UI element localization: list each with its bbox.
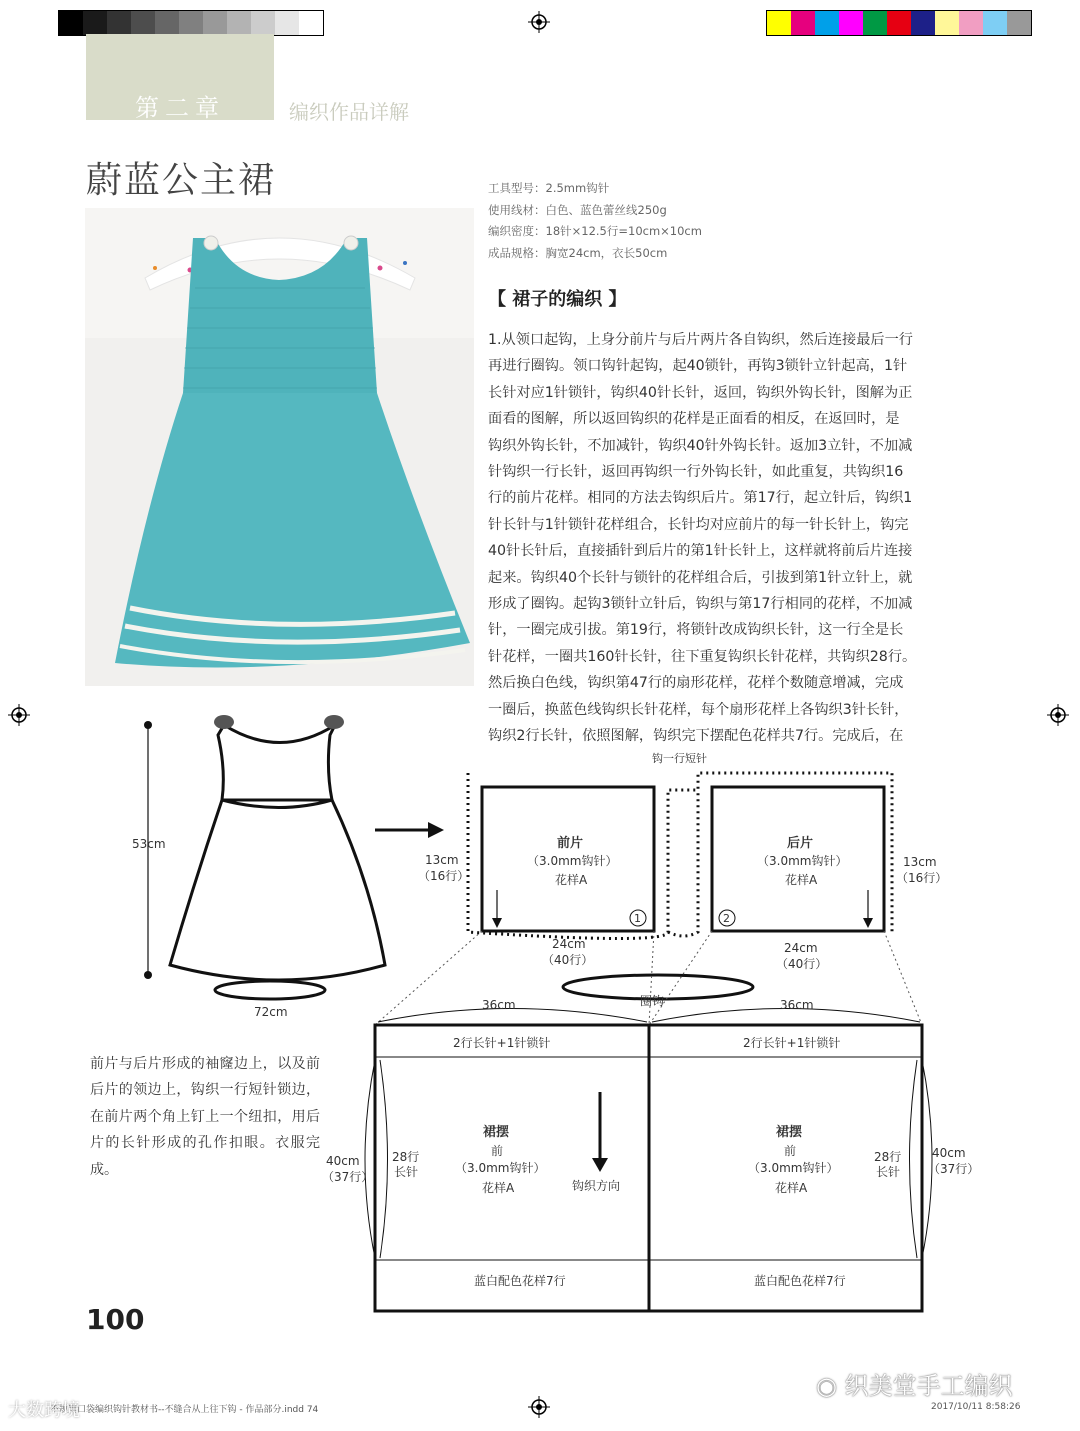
hem-ellipse [215,981,325,999]
spec-size: 成品规格：胸宽24cm，衣长50cm [488,245,668,260]
instructions-text [488,327,962,750]
back-needle: （3.0mm钩针） [757,854,848,868]
dress-height-label: 53cm [132,837,166,851]
skirt-left-bottom-band: 蓝白配色花样7行 [474,1274,566,1288]
gray-swatch [227,11,251,35]
instruction-line: 再进行圈钩。领口钩针起钩，起40锁针，再钩3锁针立针起高，1针 [488,358,908,375]
skirt-right-needle: （3.0mm钩针） [748,1161,839,1175]
color-swatch [1007,11,1031,35]
round-label: 圈钩 [640,994,665,1008]
materials-specs [488,178,702,264]
color-swatch [935,11,959,35]
instruction-line: 针钩织一行长针，返回再钩织一行外钩长针，如此重复，共钩织16 [488,464,904,481]
instruction-line: 然后换白色线，钩织第47行的扇形花样，花样个数随意增减，完成 [488,675,904,692]
button-left-icon [214,715,234,729]
chapter-subtitle: 编织作品详解 [289,100,409,124]
color-swatch [767,11,791,35]
skirt-height-right: 40cm [932,1146,966,1160]
gray-swatch [203,11,227,35]
footer-file-info: 不规则口袋编织钩针教材书--不缝合从上往下钩 - 作品部分.indd 74 [50,1405,319,1415]
skirt-left-top-band: 2行长针+1针锁针 [453,1036,551,1050]
skirt-right-width: 36cm [780,998,814,1012]
skirt-left-title: 裙摆 [483,1125,510,1140]
gray-swatch [83,11,107,35]
gray-swatch [275,11,299,35]
instruction-line: 行的前片花样。相同的方法去钩织后片。第17行，起立针后，钩织1 [488,490,913,507]
color-calibration-bar [766,10,1032,36]
instruction-line: 形成了圈钩。起钩3锁针立针后，钩织与第17行相同的花样，不加减 [488,596,913,613]
watermark-left: 大数跨境 [8,1400,80,1421]
front-height-rows: （16行） [418,869,470,883]
inner-rows-left: 28行 [392,1150,420,1164]
chapter-label: 第二章 [135,94,225,122]
direction-label: 钩织方向 [572,1179,621,1193]
front-pattern: 花样A [555,873,588,887]
instruction-line: 一圈后，换蓝色线钩织长针花样，每个扇形花样上各钩织3针长针， [488,701,909,718]
button-right-icon [324,715,344,729]
skirt-right-top-band: 2行长针+1针锁针 [743,1036,841,1050]
gray-swatch [299,11,323,35]
wechat-icon: ◉ [816,1372,845,1400]
instruction-line: 起来。钩织40个长针与锁针的花样组合后，引拔到第1针立针上，就 [488,569,913,586]
hem-circ-label: 72cm [254,1005,288,1019]
gray-swatch [131,11,155,35]
back-width: 24cm [784,941,818,955]
back-height: 13cm [903,855,937,869]
inner-rows-type-right: 长针 [876,1165,901,1179]
dress-photo [85,208,474,686]
dress-outline [170,725,385,980]
instruction-line: 40针长针后，直接插针到后片的第1针长针上，这样就将前后片连接 [488,543,913,560]
color-swatch [839,11,863,35]
skirt-left-pattern: 花样A [482,1181,515,1195]
instruction-line: 针长针与1针锁针花样组合，长针均对应前片的每一针长针上，钩完 [488,516,909,533]
spec-gauge: 编织密度：18针×12.5行=10cm×10cm [488,224,702,238]
skirt-right-bottom-band: 蓝白配色花样7行 [754,1274,846,1288]
color-swatch [959,11,983,35]
skirt-right-sub: 前 [784,1144,797,1158]
instruction-line: 钩织2行长针，依照图解，钩织完下摆配色花样共7行。完成后，在 [488,728,904,745]
back-number: 2 [723,912,730,925]
finishing-note: 前片与后片形成的袖窿边上，以及前后片的领边上，钩织一行短针锁边，在前片两个角上钉上一个纽扣，用后片的长针形成的孔作扣眼。衣服完成。 [90,1056,320,1178]
inner-rows-type-left: 长针 [394,1165,419,1179]
construction-diagram [0,700,1080,1320]
front-width: 24cm [552,937,586,951]
front-needle: （3.0mm钩针） [527,854,618,868]
inner-rows-right: 28行 [874,1150,902,1164]
color-swatch [983,11,1007,35]
registration-mark-bottom-icon [528,1396,550,1418]
instruction-line: 长针对应1针锁针，钩织40针长针，返回，钩织外钩长针，图解为正 [488,384,913,401]
page-number: 100 [86,1303,145,1336]
back-title: 后片 [787,836,814,851]
registration-mark-top-icon [528,11,550,33]
skirt-right-pattern: 花样A [775,1181,808,1195]
instruction-line: 面看的图解，所以返回钩织的花样是正面看的相反，在返回时，是 [488,411,900,428]
instruction-line: 钩织外钩长针，不加减针，钩织40针外钩长针。返加3立针，不加减 [488,437,913,454]
color-swatch [815,11,839,35]
watermark-right: ◉ 织美堂手工编织 [816,1372,1013,1400]
color-swatch [887,11,911,35]
front-height: 13cm [425,853,459,867]
skirt-left-sub: 前 [491,1144,504,1158]
gray-swatch [107,11,131,35]
front-number: 1 [634,912,641,925]
page-title: 蔚蓝公主裙 [86,160,277,201]
instruction-line: 1.从领口起钩，上身分前片与后片两片各自钩织，然后连接最后一行 [488,332,913,348]
instruction-line: 针花样，一圈共160针长针，往下重复钩织长针花样，共钩织28行。 [488,648,917,665]
back-width-rows: （40行） [776,957,828,971]
gray-swatch [155,11,179,35]
spec-tool: 工具型号：2.5mm钩针 [488,181,610,195]
skirt-left-needle: （3.0mm钩针） [455,1161,546,1175]
front-title: 前片 [557,836,584,851]
skirt-height-left: 40cm [326,1154,360,1168]
front-width-rows: （40行） [542,953,594,967]
footer-date: 2017/10/11 8:58:26 [931,1402,1021,1412]
skirt-right-title: 裙摆 [776,1125,803,1140]
instruction-line: 针，一圈完成引拔。第19行，将锁针改成钩织长针，这一行全是长 [488,622,904,639]
back-pattern: 花样A [785,873,818,887]
gray-swatch [251,11,275,35]
gray-swatch [179,11,203,35]
color-swatch [863,11,887,35]
gray-swatch [59,11,83,35]
back-height-rows: （16行） [896,871,948,885]
color-swatch [791,11,815,35]
gray-calibration-bar [58,10,324,36]
color-swatch [911,11,935,35]
skirt-height-rows-left: （37行） [322,1170,374,1184]
top-edge-label: 钩一行短针 [652,752,707,765]
spec-yarn: 使用线材：白色、蓝色蕾丝线250g [488,202,667,217]
skirt-height-rows-right: （37行） [928,1162,980,1176]
section-title: 【 裙子的编织 】 [488,289,627,310]
skirt-left-width: 36cm [482,998,516,1012]
